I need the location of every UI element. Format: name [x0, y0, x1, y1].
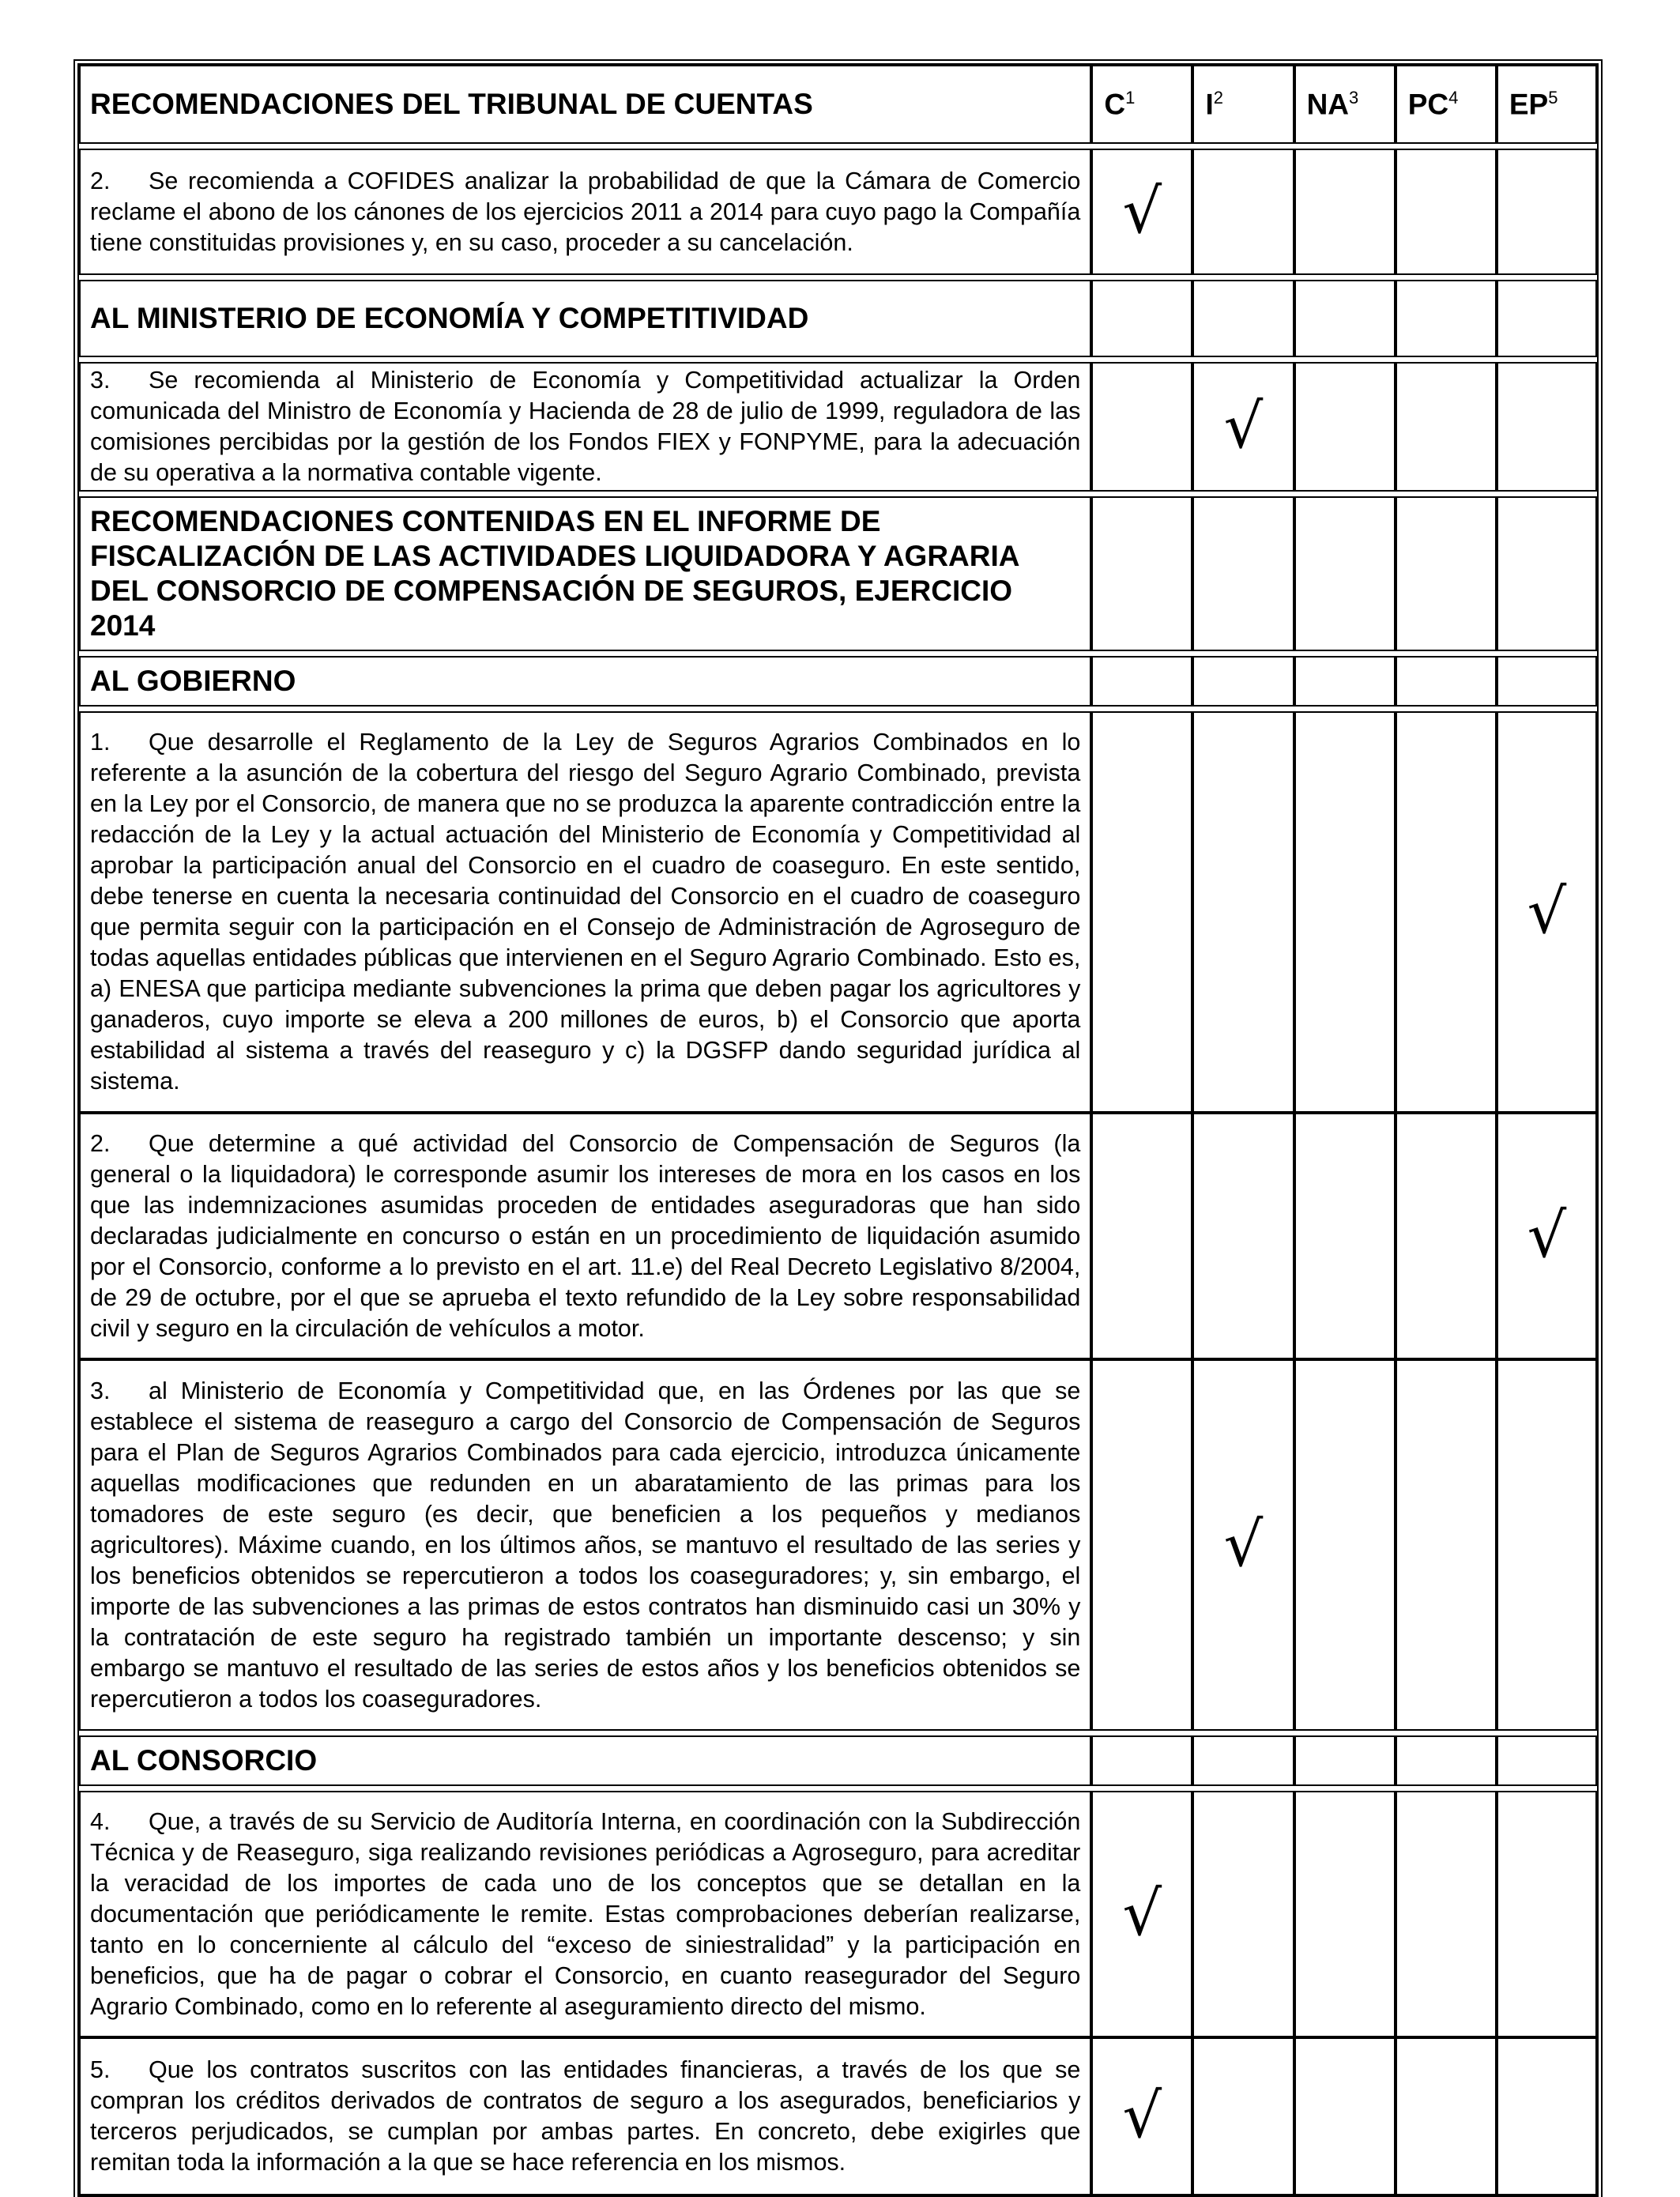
check-cell-i — [1192, 362, 1294, 492]
recommendation-text: 2. Que determine a qué actividad del Consorcio de Compensación de Seguros (la general o la liquidadora) le corresponde asumir los intereses de mora en los casos en los que las indemnizaciones asumidas proceden de entidades aseguradoras que han sido declaradas judicialmente en concurso o están en un procedimiento de liquidación asumido por el Consorcio, conforme a lo previsto en el art. 11.e) del Real Decreto Legislativo 8/2004, de 29 de octubre, por el que se aprueba el texto refundido de la Ley sobre responsabilidad civil y seguro en la circulación de vehículos a motor. — [79, 1113, 1091, 1359]
table-row — [79, 149, 1597, 275]
check-cell-ep — [1497, 1359, 1597, 1731]
check-cell-na — [1294, 1359, 1396, 1731]
table-title: RECOMENDACIONES DEL TRIBUNAL DE CUENTAS — [79, 65, 1091, 144]
check-cell-na — [1294, 2037, 1396, 2195]
check-mark-icon: √ — [1527, 876, 1567, 948]
check-cell-ep — [1497, 362, 1597, 492]
check-mark-icon: √ — [1122, 2081, 1162, 2152]
check-mark-icon: √ — [1527, 1200, 1567, 1272]
check-cell-na — [1294, 1113, 1396, 1359]
table-row — [79, 2037, 1597, 2195]
recommendations-table — [77, 63, 1599, 2197]
section-row — [79, 496, 1597, 651]
column-header-na: $NA^3$ — [1294, 65, 1396, 144]
check-mark-icon: √ — [1223, 391, 1264, 462]
check-cell-na — [1294, 362, 1396, 492]
check-cell-c — [1091, 362, 1192, 492]
section-heading: RECOMENDACIONES CONTENIDAS EN EL INFORME DE FISCALIZACIÓN DE LAS ACTIVIDADES LIQUIDADORA Y AGRARIA DEL CONSORCIO DE COMPENSACIÓN DE SEGUROS, EJERCICIO 2014 — [79, 496, 1091, 651]
check-cell-c — [1091, 1113, 1192, 1359]
column-header-c: $C^1$ — [1091, 65, 1192, 144]
check-cell-ep — [1497, 2037, 1597, 2195]
column-header-ep: $EP^5$ — [1497, 65, 1597, 144]
table-row — [79, 1113, 1597, 1359]
check-cell-pc — [1396, 1113, 1497, 1359]
section-row — [79, 1735, 1597, 1786]
recommendation-text: 5. Que los contratos suscritos con las entidades financieras, a través de los que se compran los créditos derivados de contratos de seguro a los asegurados, beneficiarios y terceros perjudicados, se cumplan por ambas partes. En concreto, debe exigirles que remitan toda la información a la que se hace referencia en los mismos. — [79, 2037, 1091, 2195]
check-cell-ep — [1497, 711, 1597, 1113]
check-cell-i — [1192, 1113, 1294, 1359]
column-header-pc: $PC^4$ — [1396, 65, 1497, 144]
check-cell-ep — [1497, 1113, 1597, 1359]
check-cell-c — [1091, 2037, 1192, 2195]
recommendation-text: 3. Se recomienda al Ministerio de Economía y Competitividad actualizar la Orden comunicada del Ministro de Economía y Hacienda de 28 de julio de 1999, reguladora de las comisiones percibidas por la gestión de los Fondos FIEX y FONPYME, para la adecuación de su operativa a la normativa contable vigente. — [79, 362, 1091, 492]
section-row — [79, 656, 1597, 707]
check-cell-i — [1192, 149, 1294, 275]
recommendation-text: 2. Se recomienda a COFIDES analizar la probabilidad de que la Cámara de Comercio reclame el abono de los cánones de los ejercicios 2011 a 2014 para cuyo pago la Compañía tiene constituidas provisiones y, en su caso, proceder a su cancelación. — [79, 149, 1091, 275]
check-cell-pc — [1396, 362, 1497, 492]
recommendation-text: 1. Que desarrolle el Reglamento de la Ley de Seguros Agrarios Combinados en lo referente a la asunción de la cobertura del riesgo del Seguro Agrario Combinado, prevista en la Ley por el Consorcio, de manera que no se produzca la aparente contradicción entre la redacción de la Ley y la actual actuación del Ministerio de Economía y Competitividad al aprobar la participación anual del Consorcio en el cuadro de coaseguro. En este sentido, debe tenerse en cuenta la necesaria continuidad del Consorcio en el cuadro de coaseguro que permita seguir con la participación en el Consejo de Administración de Agroseguro de todas aquellas entidades públicas que intervienen en el Seguro Agrario Combinado. Esto es, a) ENESA que participa mediante subvenciones la prima que deben pagar los agricultores y ganaderos, cuyo importe se eleva a 200 millones de euros, b) el Consorcio que aporta estabilidad al sistema a través del reaseguro y c) la DGSFP dando seguridad jurídica al sistema. — [79, 711, 1091, 1113]
check-cell-pc — [1396, 2037, 1497, 2195]
check-cell-na — [1294, 149, 1396, 275]
column-header-i: $I^2$ — [1192, 65, 1294, 144]
section-heading: AL CONSORCIO — [79, 1735, 1091, 1786]
check-cell-i — [1192, 1359, 1294, 1731]
recommendation-text: 4. Que, a través de su Servicio de Auditoría Interna, en coordinación con la Subdirección Técnica y de Reaseguro, siga realizando revisiones periódicas a Agroseguro, para acreditar la veracidad de los importes de cada uno de los conceptos que se detallan en la documentación que periódicamente le remite. Estas comprobaciones deberían realizarse, tanto en lo concerniente al cálculo del “exceso de siniestralidad” y la participación en beneficios, que ha de pagar o cobrar el Consorcio, en cuanto reasegurador del Seguro Agrario Combinado, como en lo referente al aseguramiento directo del mismo. — [79, 1791, 1091, 2037]
check-cell-pc — [1396, 1791, 1497, 2037]
section-row — [79, 280, 1597, 357]
check-cell-i — [1192, 1791, 1294, 2037]
check-mark-icon: √ — [1122, 176, 1162, 247]
table-row — [79, 1359, 1597, 1731]
table-row — [79, 711, 1597, 1113]
check-cell-c — [1091, 149, 1192, 275]
check-cell-c — [1091, 1791, 1192, 2037]
check-mark-icon: √ — [1122, 1879, 1162, 1950]
check-cell-c — [1091, 1359, 1192, 1731]
check-cell-i — [1192, 2037, 1294, 2195]
section-heading: AL MINISTERIO DE ECONOMÍA Y COMPETITIVIDAD — [79, 280, 1091, 357]
check-cell-c — [1091, 711, 1192, 1113]
check-cell-ep — [1497, 149, 1597, 275]
check-cell-ep — [1497, 1791, 1597, 2037]
header-row — [79, 65, 1597, 144]
table-row — [79, 1791, 1597, 2037]
check-cell-pc — [1396, 1359, 1497, 1731]
check-cell-na — [1294, 1791, 1396, 2037]
table-row — [79, 362, 1597, 492]
recommendation-text: 3. al Ministerio de Economía y Competitividad que, en las Órdenes por las que se establece el sistema de reaseguro a cargo del Consorcio de Compensación de Seguros para el Plan de Seguros Agrarios Combinados para cada ejercicio, introduzca únicamente aquellas modificaciones que redunden en un abaratamiento de las primas para los tomadores de este seguro (es decir, que beneficien a los pequeños y medianos agricultores). Máxime cuando, en los últimos años, se mantuvo el resultado de las series y los beneficios obtenidos se repercutieron a todos los coaseguradores; y, sin embargo, el importe de las subvenciones a las primas de estos contratos han disminuido casi un 30% y la contratación de este seguro ha registrado también un importante descenso; y sin embargo se mantuvo el resultado de las series de estos años y los beneficios obtenidos se repercutieron a todos los coaseguradores. — [79, 1359, 1091, 1731]
check-cell-pc — [1396, 711, 1497, 1113]
section-heading: AL GOBIERNO — [79, 656, 1091, 707]
check-cell-pc — [1396, 149, 1497, 275]
check-cell-i — [1192, 711, 1294, 1113]
check-cell-na — [1294, 711, 1396, 1113]
check-mark-icon: √ — [1223, 1509, 1264, 1581]
